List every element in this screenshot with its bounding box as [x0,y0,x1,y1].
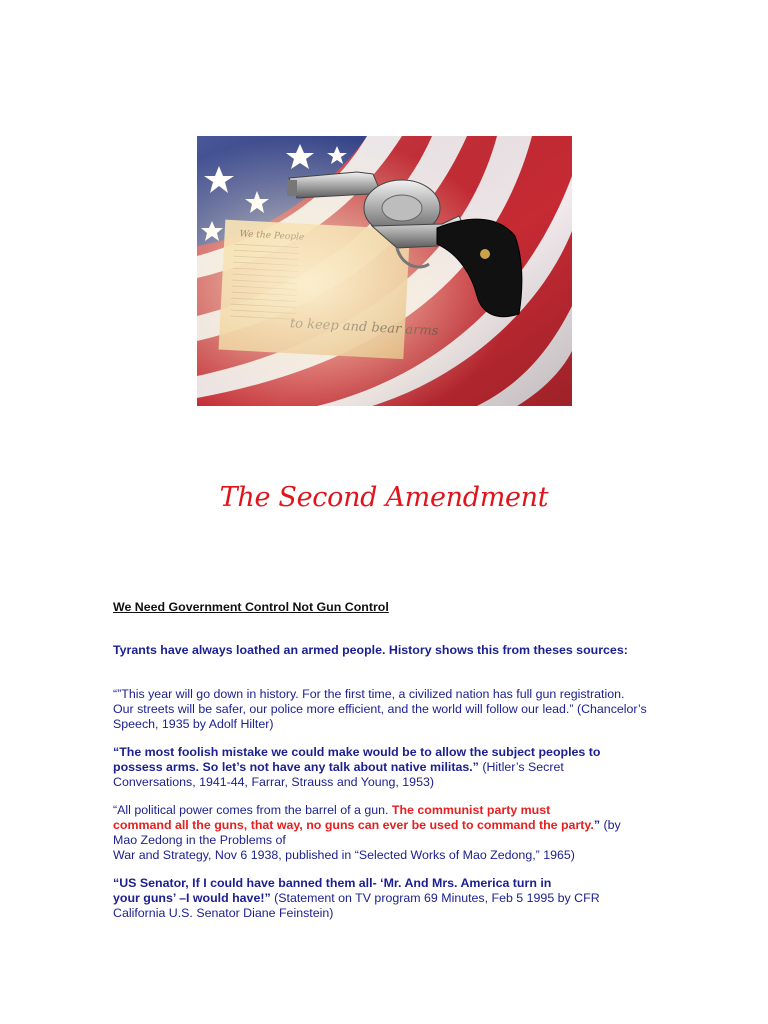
quote-line [113,891,673,906]
quote-close-mark: ” [593,818,601,832]
quote-hitler-conversations [113,745,673,790]
quote-line: “US Senator, If I could have banned them all- ‘Mr. And Mrs. America turn in [113,876,552,890]
quote-source-text: (Hitler’s Secret [478,760,564,774]
quote-line: Our streets will be safer, our police more efficient, and the world will follow our lead.” (Chancelor’s [113,702,647,716]
intro-paragraph: Tyrants have always loathed an armed people. History shows this from theses sources: [113,643,628,657]
section-heading: We Need Government Control Not Gun Control [113,600,389,614]
quote-line: Mao Zedong in the Problems of [113,833,286,847]
quote-red-text: command all the guns, that way, no guns can ever be used to command the party. [113,818,594,832]
quote-source-text: (Statement on TV program 69 Minutes, Feb 5 1995 by CFR [270,891,600,905]
quote-line: Speech, 1935 by Adolf Hilter) [113,717,274,731]
quote-line: “”This year will go down in history. For the first time, a civilized nation has full gun registration. [113,687,625,701]
quote-line: California U.S. Senator Diane Feinstein) [113,906,334,920]
quote-line: “The most foolish mistake we could make would be to allow the subject peoples to [113,745,601,759]
page-title: The Second Amendment [219,482,549,513]
quote-mao [113,803,673,863]
hero-image [197,136,572,406]
quote-red-text: The communist party must [391,803,551,817]
quote-text: “All political power comes from the barrel of a gun. [113,803,392,817]
quote-line: War and Strategy, Nov 6 1938, published in “Selected Works of Mao Zedong,” 1965) [113,848,575,862]
quote-line [113,760,673,775]
quote-line [113,803,673,818]
quote-source-text: (by [600,818,621,832]
quote-hitler-speech [113,687,673,732]
flag-gun-illustration [197,136,572,406]
quote-bold-text: possess arms. So let’s not have any talk about native militas.” [113,760,479,774]
quote-line [113,818,673,833]
quote-bold-text: your guns’ –I would have!” [113,891,271,905]
quote-feinstein [113,876,673,921]
quote-line: Conversations, 1941-44, Farrar, Strauss and Young, 1953) [113,775,434,789]
